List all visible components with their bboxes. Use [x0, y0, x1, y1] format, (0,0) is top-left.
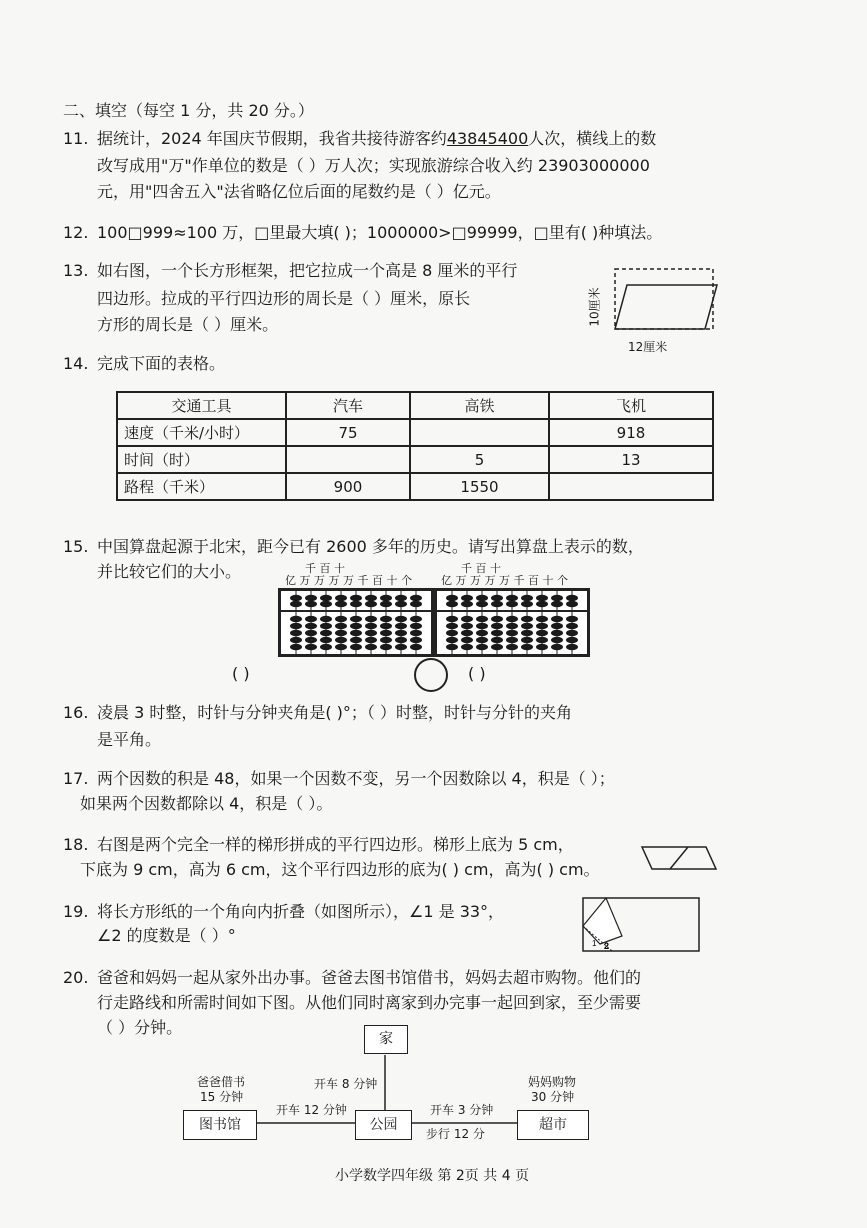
q12-text: 100□999≈100 万，□里最大填( )；1000000>□99999，□里有( )种填法。 [97, 223, 663, 242]
q16-line2: 是平角。 [97, 730, 162, 749]
table-cell: 路程（千米） [117, 473, 286, 500]
section-header: 二、填空（每空 1 分，共 20 分。） [63, 101, 314, 120]
q17-line2: 如果两个因数都除以 4，积是（ ）。 [80, 794, 333, 813]
label-mom-time: 30 分钟 [531, 1090, 575, 1104]
q19-line2: ∠2 的度数是（ ）° [97, 926, 236, 945]
q12-number: 12. [63, 223, 89, 242]
table-cell: 75 [286, 419, 410, 446]
q18-line1: 右图是两个完全一样的梯形拼成的平行四边形。梯形上底为 5 cm， [97, 835, 574, 854]
label-park-market-car: 开车 3 分钟 [430, 1103, 494, 1117]
table-header-cell: 汽车 [286, 392, 410, 419]
q15-answer-right[interactable]: ( ) [468, 664, 486, 683]
q11-underlined-number: 43845400 [446, 129, 529, 148]
q13-side-label: 10厘米 [587, 287, 602, 327]
q19-number: 19. [63, 902, 89, 921]
label-home-park: 开车 8 分钟 [314, 1077, 378, 1091]
table-cell: 918 [549, 419, 713, 446]
q11-number: 11. [63, 129, 89, 148]
q16-line1: 凌晨 3 时整，时针与分钟夹角是( )°；（ ）时整，时针与分针的夹角 [97, 703, 573, 722]
q14-text: 完成下面的表格。 [97, 354, 226, 373]
angle-2-label: 2 [604, 941, 610, 951]
market-box: 超市 [517, 1110, 589, 1140]
q18-line2: 下底为 9 cm，高为 6 cm，这个平行四边形的底为( ) cm，高为( ) cm。 [80, 860, 600, 879]
q20-line2: 行走路线和所需时间如下图。从他们同时离家到办完事一起回到家，至少需要 [97, 993, 642, 1012]
q13-line1: 如右图，一个长方形框架，把它拉成一个高是 8 厘米的平行 [97, 261, 518, 280]
q18-number: 18. [63, 835, 89, 854]
label-park-library: 开车 12 分钟 [276, 1103, 347, 1117]
q13-line3: 方形的周长是（ ）厘米。 [97, 315, 279, 334]
abacus2-bottom-labels: 亿 万 万 万 万 千 百 十 个 [441, 574, 568, 587]
table-cell: 900 [286, 473, 410, 500]
angle-1-label: 1 [592, 939, 597, 948]
home-box: 家 [364, 1025, 408, 1054]
q11-line3: 元，用"四舍五入"法省略亿位后面的尾数约是（ ）亿元。 [97, 182, 501, 201]
table-header-cell: 高铁 [410, 392, 549, 419]
table-cell: 速度（千米/小时） [117, 419, 286, 446]
q20-line1: 爸爸和妈妈一起从家外出办事。爸爸去图书馆借书，妈妈去超市购物。他们的 [97, 968, 642, 987]
q20-line3: （ ）分钟。 [97, 1018, 183, 1037]
table-cell: 13 [549, 446, 713, 473]
q11-line1-pre: 据统计，2024 年国庆节假期，我省共接待游客约 [97, 129, 447, 148]
q15-line2: 并比较它们的大小。 [97, 562, 242, 581]
park-box: 公园 [355, 1110, 412, 1140]
q15-line1: 中国算盘起源于北宋，距今已有 2600 多年的历史。请写出算盘上表示的数， [97, 537, 644, 556]
label-dad-time: 15 分钟 [200, 1090, 244, 1104]
table-cell: 1550 [410, 473, 549, 500]
table-cell: 时间（时） [117, 446, 286, 473]
library-box: 图书馆 [183, 1110, 257, 1140]
q19-line1: 将长方形纸的一个角向内折叠（如图所示），∠1 是 33°， [97, 902, 505, 921]
q11-line2: 改写成用"万"作单位的数是（ ）万人次；实现旅游综合收入约 23903000000 [97, 156, 650, 175]
label-park-market-walk: 步行 12 分 [426, 1127, 485, 1141]
q20-number: 20. [63, 968, 89, 987]
abacus2-top-labels: 千 百 十 [461, 562, 501, 575]
q13-number: 13. [63, 261, 89, 280]
q13-bottom-label: 12厘米 [628, 340, 668, 354]
q17-line1: 两个因数的积是 48，如果一个因数不变，另一个因数除以 4，积是（ ）； [97, 769, 615, 788]
q11-line1-post: 人次，横线上的数 [528, 129, 657, 148]
q14-number: 14. [63, 354, 89, 373]
q15-number: 15. [63, 537, 89, 556]
abacus1-top-labels: 千 百 十 [305, 562, 345, 575]
q17-number: 17. [63, 769, 89, 788]
abacus1-bottom-labels: 亿 万 万 万 万 千 百 十 个 [285, 574, 412, 587]
label-mom-task: 妈妈购物 [528, 1075, 577, 1089]
label-dad-task: 爸爸借书 [197, 1075, 246, 1089]
q16-number: 16. [63, 703, 89, 722]
q15-answer-left[interactable]: ( ) [232, 664, 250, 683]
table-header-cell: 交通工具 [117, 392, 286, 419]
q13-line2: 四边形。拉成的平行四边形的周长是（ ）厘米，原长 [97, 289, 471, 308]
table-header-cell: 飞机 [549, 392, 713, 419]
table-cell: 5 [410, 446, 549, 473]
page-footer: 小学数学四年级 第 2页 共 4 页 [335, 1168, 530, 1184]
